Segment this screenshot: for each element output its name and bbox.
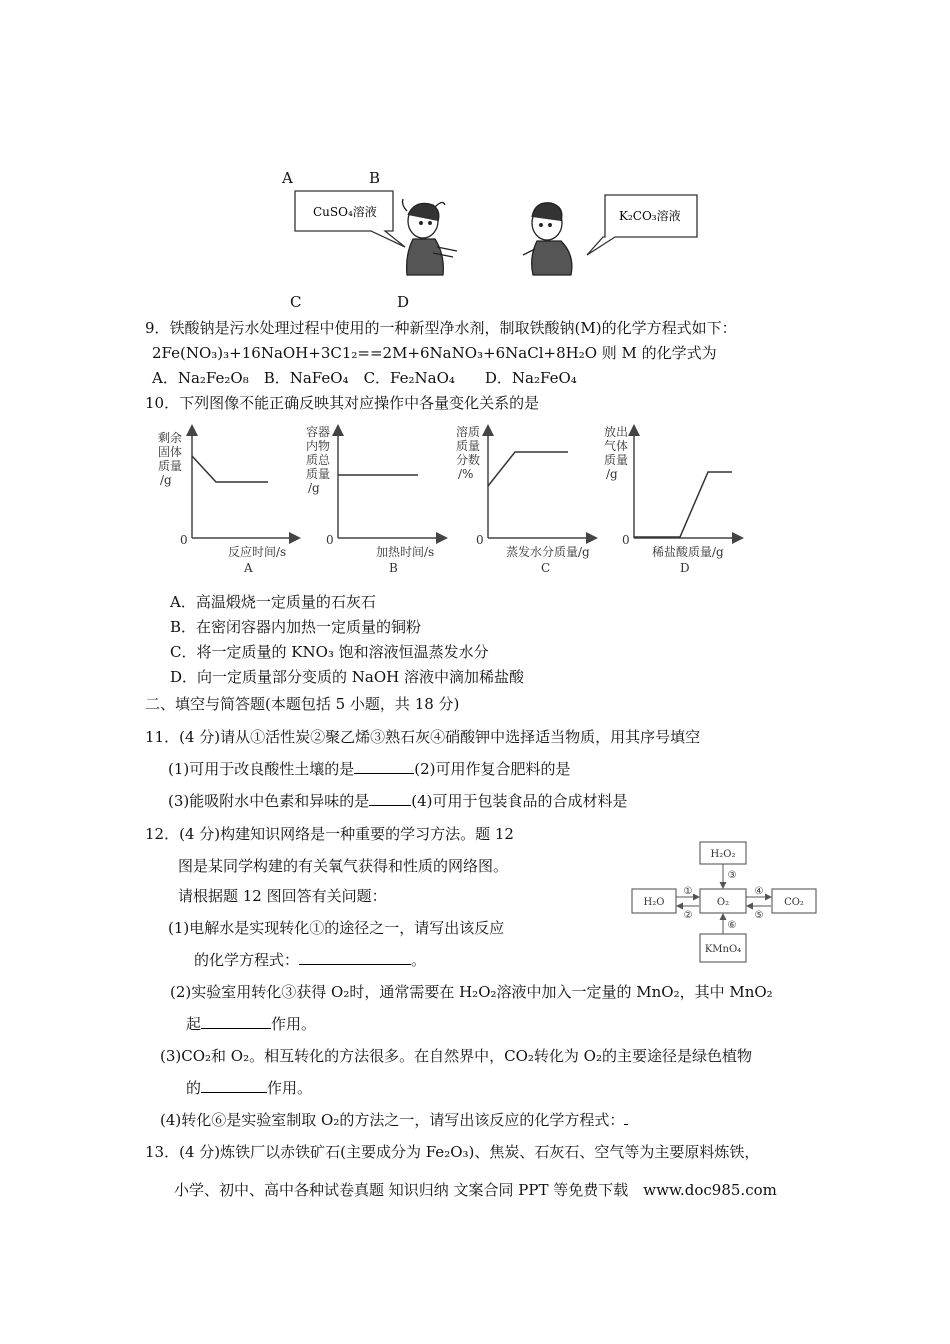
q12-line-2: 图是某同学构建的有关氧气获得和性质的网络图。 [178,857,509,875]
graph-d-ylabel-2: 气体 [604,439,629,453]
graph-a-ylabel-2: 固体 [158,445,183,459]
girl-figure [403,199,458,275]
q12-l9-suffix: 作用。 [267,1079,313,1097]
arrow-label-2: ② [683,910,693,921]
q13-stem: 13．(4 分)炼铁厂以赤铁矿石(主要成分为 Fe₂O₃)、焦炭、石灰石、空气等为主要原料炼铁， [145,1143,760,1161]
graph-b-ylabel-1: 容器 [306,425,331,439]
q12-blank-1[interactable] [299,950,411,965]
q12-blank-3[interactable] [201,1078,267,1093]
section-2-title: 二、填空与简答题(本题包括 5 小题，共 18 分) [145,695,460,713]
q11-line-2 [168,791,628,811]
graph-d-xlabel: 稀盐酸质量/g [652,545,724,559]
arrow-label-1: ① [683,886,693,897]
graph-b-ylabel-3: 质总 [306,453,331,467]
q10-graphs [150,420,760,580]
q12-line-3: 请根据题 12 图回答有关问题： [178,887,387,905]
q12-line-7 [186,1014,316,1034]
q11-item-3: (3)能吸附水中色素和异味的是 [168,792,370,810]
q10-option-c: C．将一定质量的 KNO₃ 饱和溶液恒温蒸发水分 [170,643,489,661]
graph-b-ylabel-4: 质量 [306,467,331,481]
graph-d [604,424,738,575]
q12-l10-text: (4)转化⑥是实验室制取 O₂的方法之一，请写出该反应的化学方程式： [160,1111,625,1129]
left-bubble-text: CuSO₄溶液 [313,205,377,219]
graph-d-ylabel-1: 放出 [604,425,629,439]
graph-b-xlabel: 加热时间/s [376,545,435,559]
oxygen-network-diagram [628,838,820,966]
q12-blank-4[interactable] [624,1110,628,1125]
graph-c-ylabel-3: 分数 [456,453,481,467]
graph-a-ylabel-1: 剩余 [158,431,183,445]
graph-a-origin: 0 [180,533,188,547]
option-a-label: A [282,169,293,187]
arrow-label-4: ④ [754,886,764,897]
graph-a-xlabel: 反应时间/s [228,545,287,559]
graph-d-ylabel-3: 质量 [604,453,629,467]
page-footer: 小学、初中、高中各种试卷真题 知识归纳 文案合同 PPT 等免费下载 www.doc985.com [174,1181,777,1199]
graph-c-ylabel-4: /% [458,467,474,481]
q12-line-4: (1)电解水是实现转化①的途径之一，请写出该反应 [168,919,505,937]
q11-item-2: (2)可用作复合肥料的是 [414,760,571,778]
q12-line-1: 12．(4 分)构建知识网络是一种重要的学习方法。题 12 [145,825,514,843]
arrow-label-6: ⑥ [727,920,737,931]
q12-line-6: (2)实验室用转化③获得 O₂时，通常需要在 H₂O₂溶液中加入一定量的 MnO₂，其中 MnO₂ [170,983,773,1001]
q8-figure [285,185,705,285]
q9-options: A．Na₂Fe₂O₈ B．NaFeO₄ C．Fe₂NaO₄ D．Na₂FeO₄ [152,369,577,387]
q11-item-4: (4)可用于包装食品的合成材料是 [411,792,628,810]
q12-line-9 [186,1078,312,1098]
q11-line-1 [168,759,571,779]
arrow-label-3: ③ [727,870,737,881]
arrow-label-5: ⑤ [754,910,764,921]
option-c-label: C [290,293,302,311]
graph-c-xlabel: 蒸发水分质量/g [506,545,590,559]
graph-b-ylabel-2: 内物 [306,439,331,453]
q12-l9-prefix: 的 [186,1079,202,1097]
q11-blank-1[interactable] [354,759,414,774]
q9-stem: 9．铁酸钠是污水处理过程中使用的一种新型净水剂，制取铁酸钠(M)的化学方程式如下： [145,319,737,337]
graph-a [158,430,295,575]
label-co2: CO₂ [784,897,804,908]
label-o2: O₂ [716,897,730,908]
option-b-label: B [369,169,381,187]
right-bubble-text: K₂CO₃溶液 [619,209,681,223]
q12-l7-prefix: 起 [186,1015,202,1033]
graph-b [306,424,442,575]
q10-option-d: D．向一定质量部分变质的 NaOH 溶液中滴加稀盐酸 [170,668,525,686]
right-speech-bubble [587,195,697,255]
graph-d-ylabel-4: /g [606,467,618,481]
graph-a-ylabel-3: 质量 [158,459,183,473]
option-d-label: D [397,293,410,311]
q12-l7-suffix: 作用。 [271,1015,317,1033]
q9-equation: 2Fe(NO₃)₃+16NaOH+3C1₂==2M+6NaNO₃+6NaCl+8H₂O 则 M 的化学式为 [152,344,717,362]
boy-figure [523,203,572,275]
q12-equation-prompt: 的化学方程式： [194,951,300,969]
q10-option-a: A．高温煅烧一定质量的石灰石 [170,593,376,611]
label-h2o2: H₂O₂ [710,849,736,860]
q12-line-8: (3)CO₂和 O₂。相互转化的方法很多。在自然界中，CO₂转化为 O₂的主要途径是绿色植物 [160,1047,752,1065]
q11-item-1: (1)可用于改良酸性土壤的是 [168,760,355,778]
graph-c-ylabel-2: 质量 [456,439,481,453]
graph-b-origin: 0 [326,533,334,547]
graph-c-curve [488,452,568,486]
graph-d-origin: 0 [622,533,630,547]
q11-stem: 11．(4 分)请从①活性炭②聚乙烯③熟石灰④硝酸钾中选择适当物质，用其序号填空 [145,728,701,746]
q12-line-10 [160,1110,628,1130]
graph-a-ylabel-4: /g [160,473,172,487]
graph-d-curve [634,472,732,537]
graph-d-letter: D [680,561,690,575]
label-h2o: H₂O [643,897,665,908]
q12-line-5 [194,950,426,970]
graph-a-curve [192,456,268,482]
q12-period: 。 [411,951,427,969]
graph-c-ylabel-1: 溶质 [456,425,481,439]
q10-option-b: B．在密闭容器内加热一定质量的铜粉 [170,618,422,636]
label-kmno4: KMnO₄ [704,944,742,955]
q10-stem: 10．下列图像不能正确反映其对应操作中各量变化关系的是 [145,394,540,412]
graph-b-letter: B [389,561,398,575]
q12-blank-2[interactable] [201,1014,271,1029]
left-speech-bubble [295,191,405,247]
graph-a-letter: A [244,561,253,575]
graph-b-ylabel-5: /g [308,481,320,495]
graph-c [456,424,592,575]
graph-c-letter: C [541,561,551,575]
q11-blank-3[interactable] [369,791,411,806]
graph-c-origin: 0 [476,533,484,547]
